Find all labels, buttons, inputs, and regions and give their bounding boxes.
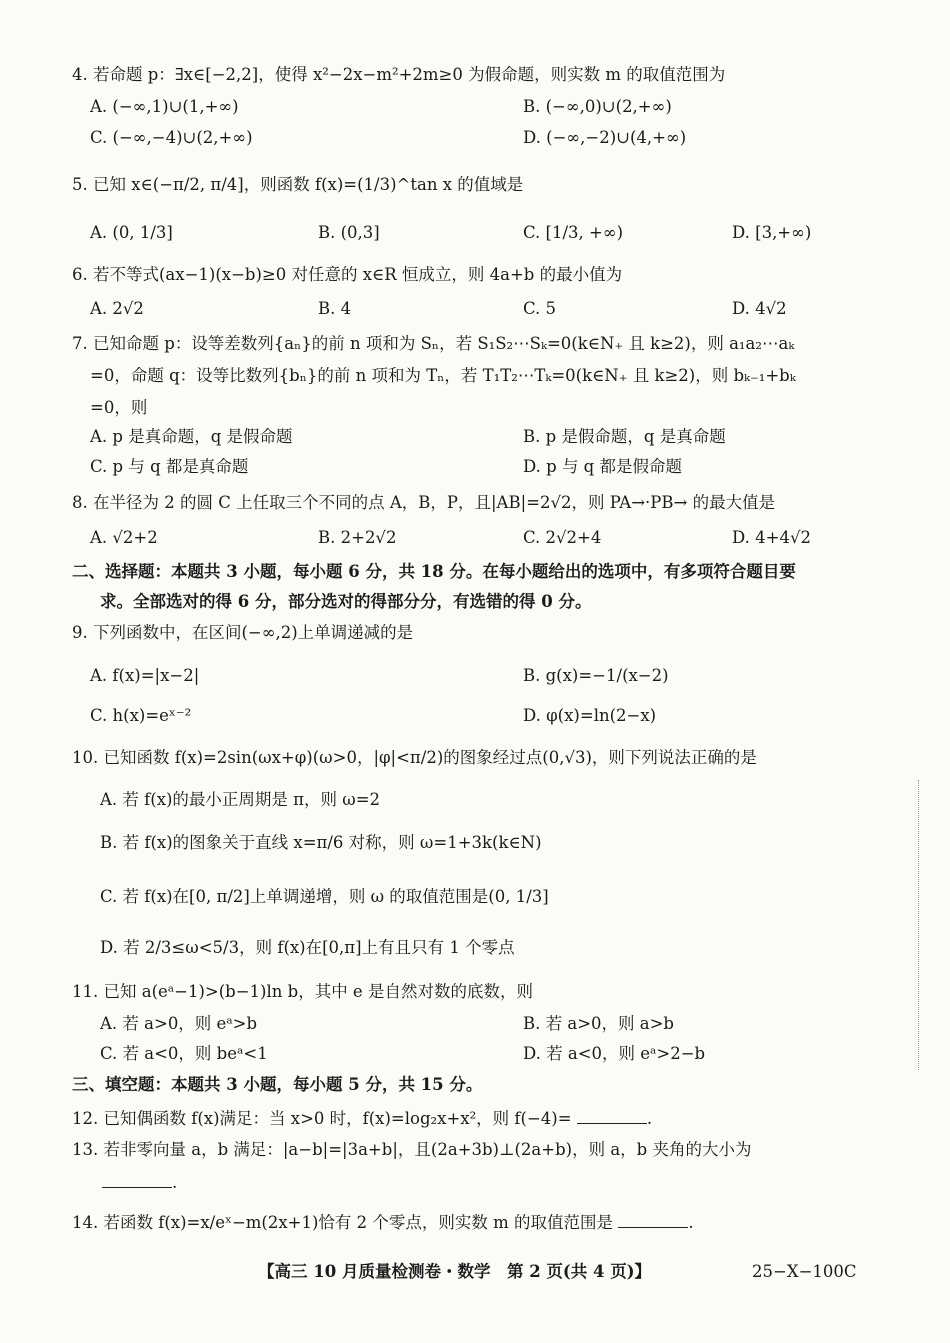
q14-line xyxy=(72,1211,694,1234)
section3-heading: 三、填空题：本题共 3 小题，每小题 5 分，共 15 分。 xyxy=(72,1075,483,1094)
section2-heading: 二、选择题：本题共 3 小题，每小题 6 分，共 18 分。在每小题给出的选项中，有多项符合题目要 xyxy=(72,562,796,581)
q13-end: . xyxy=(172,1173,178,1192)
q9-stem: 9. 下列函数中，在区间(−∞,2)上单调递减的是 xyxy=(72,623,414,642)
q7-option-b: B. p 是假命题，q 是真命题 xyxy=(523,427,726,446)
q5-option-b: B. (0,3] xyxy=(318,223,380,242)
q7-stem-line1: 7. 已知命题 p：设等差数列{aₙ}的前 n 项和为 Sₙ，若 S₁S₂⋯Sₖ=0(k∈N₊ 且 k≥2)，则 a₁a₂⋯aₖ xyxy=(72,334,795,353)
q10-option-c: C. 若 f(x)在[0, π/2]上单调递增，则 ω 的取值范围是(0, 1/3] xyxy=(100,887,549,906)
q7-option-d: D. p 与 q 都是假命题 xyxy=(523,457,682,476)
q10-option-d: D. 若 2/3≤ω<5/3，则 f(x)在[0,π]上有且只有 1 个零点 xyxy=(100,938,515,957)
q5-option-d: D. [3,+∞) xyxy=(732,223,812,242)
q8-option-b: B. 2+2√2 xyxy=(318,528,397,547)
q5-option-c: C. [1/3, +∞) xyxy=(523,223,624,242)
q7-option-a: A. p 是真命题，q 是假命题 xyxy=(90,427,293,446)
q12-line xyxy=(72,1107,652,1130)
q8-option-c: C. 2√2+4 xyxy=(523,528,602,547)
q4-stem: 4. 若命题 p：∃x∈[−2,2]，使得 x²−2x−m²+2m≥0 为假命题，则实数 m 的取值范围为 xyxy=(72,65,726,84)
q4-option-c: C. (−∞,−4)∪(2,+∞) xyxy=(90,128,253,147)
q8-stem: 8. 在半径为 2 的圆 C 上任取三个不同的点 A，B，P，且|AB|=2√2，则 PA→·PB→ 的最大值是 xyxy=(72,493,776,512)
q12-stem: 12. 已知偶函数 f(x)满足：当 x>0 时，f(x)=log₂x+x²，则 f(−4)= xyxy=(72,1109,572,1128)
page-footer-code: 25−X−100C xyxy=(752,1262,857,1281)
q7-stem-line3: =0，则 xyxy=(90,398,148,417)
q11-option-d: D. 若 a<0，则 eᵃ>2−b xyxy=(523,1044,706,1063)
q12-answer-blank[interactable] xyxy=(577,1107,647,1124)
q8-option-a: A. √2+2 xyxy=(90,528,158,547)
q10-option-b: B. 若 f(x)的图象关于直线 x=π/6 对称，则 ω=1+3k(k∈N) xyxy=(100,833,542,852)
q13-line2 xyxy=(102,1171,177,1194)
q10-option-a: A. 若 f(x)的最小正周期是 π，则 ω=2 xyxy=(100,790,381,809)
q11-option-c: C. 若 a<0，则 beᵃ<1 xyxy=(100,1044,268,1063)
q6-option-b: B. 4 xyxy=(318,299,352,318)
q9-option-d: D. φ(x)=ln(2−x) xyxy=(523,706,657,725)
q11-option-a: A. 若 a>0，则 eᵃ>b xyxy=(100,1014,258,1033)
q11-stem: 11. 已知 a(eᵃ−1)>(b−1)ln b，其中 e 是自然对数的底数，则 xyxy=(72,982,533,1001)
q14-answer-blank[interactable] xyxy=(618,1211,688,1228)
q8-option-d: D. 4+4√2 xyxy=(732,528,811,547)
q4-option-d: D. (−∞,−2)∪(4,+∞) xyxy=(523,128,687,147)
q7-stem-line2: =0，命题 q：设等比数列{bₙ}的前 n 项和为 Tₙ，若 T₁T₂⋯Tₖ=0(k∈N₊ 且 k≥2)，则 bₖ₋₁+bₖ xyxy=(90,366,796,385)
q7-option-c: C. p 与 q 都是真命题 xyxy=(90,457,249,476)
q6-option-c: C. 5 xyxy=(523,299,557,318)
q13-stem: 13. 若非零向量 a，b 满足：|a−b|=|3a+b|，且(2a+3b)⊥(2a+b)，则 a，b 夹角的大小为 xyxy=(72,1140,752,1159)
q5-option-a: A. (0, 1/3] xyxy=(90,223,173,242)
q6-stem: 6. 若不等式(ax−1)(x−b)≥0 对任意的 x∈R 恒成立，则 4a+b 的最小值为 xyxy=(72,265,623,284)
q10-stem: 10. 已知函数 f(x)=2sin(ωx+φ)(ω>0，|φ|<π/2)的图象经过点(0,√3)，则下列说法正确的是 xyxy=(72,748,757,767)
q12-end: . xyxy=(646,1109,653,1128)
q5-stem: 5. 已知 x∈(−π/2, π/4]，则函数 f(x)=(1/3)^tan x 的值域是 xyxy=(72,175,524,194)
q6-option-a: A. 2√2 xyxy=(90,299,144,318)
q9-option-b: B. g(x)=−1/(x−2) xyxy=(523,666,669,685)
q14-stem: 14. 若函数 f(x)=x/eˣ−m(2x+1)恰有 2 个零点，则实数 m 的取值范围是 xyxy=(72,1213,614,1232)
q4-option-a: A. (−∞,1)∪(1,+∞) xyxy=(90,97,239,116)
q9-option-c: C. h(x)=eˣ⁻² xyxy=(90,706,192,725)
q4-option-b: B. (−∞,0)∪(2,+∞) xyxy=(523,97,672,116)
binding-margin-dots xyxy=(918,780,919,1070)
q9-option-a: A. f(x)=|x−2| xyxy=(90,666,200,685)
page-footer-title: 【高三 10 月质量检测卷・数学 第 2 页(共 4 页)】 xyxy=(258,1262,652,1281)
q14-end: . xyxy=(688,1213,694,1232)
q11-option-b: B. 若 a>0，则 a>b xyxy=(523,1014,674,1033)
q6-option-d: D. 4√2 xyxy=(732,299,787,318)
section2-heading-cont: 求。全部选对的得 6 分，部分选对的得部分分，有选错的得 0 分。 xyxy=(100,592,592,611)
q13-answer-blank[interactable] xyxy=(102,1171,172,1188)
